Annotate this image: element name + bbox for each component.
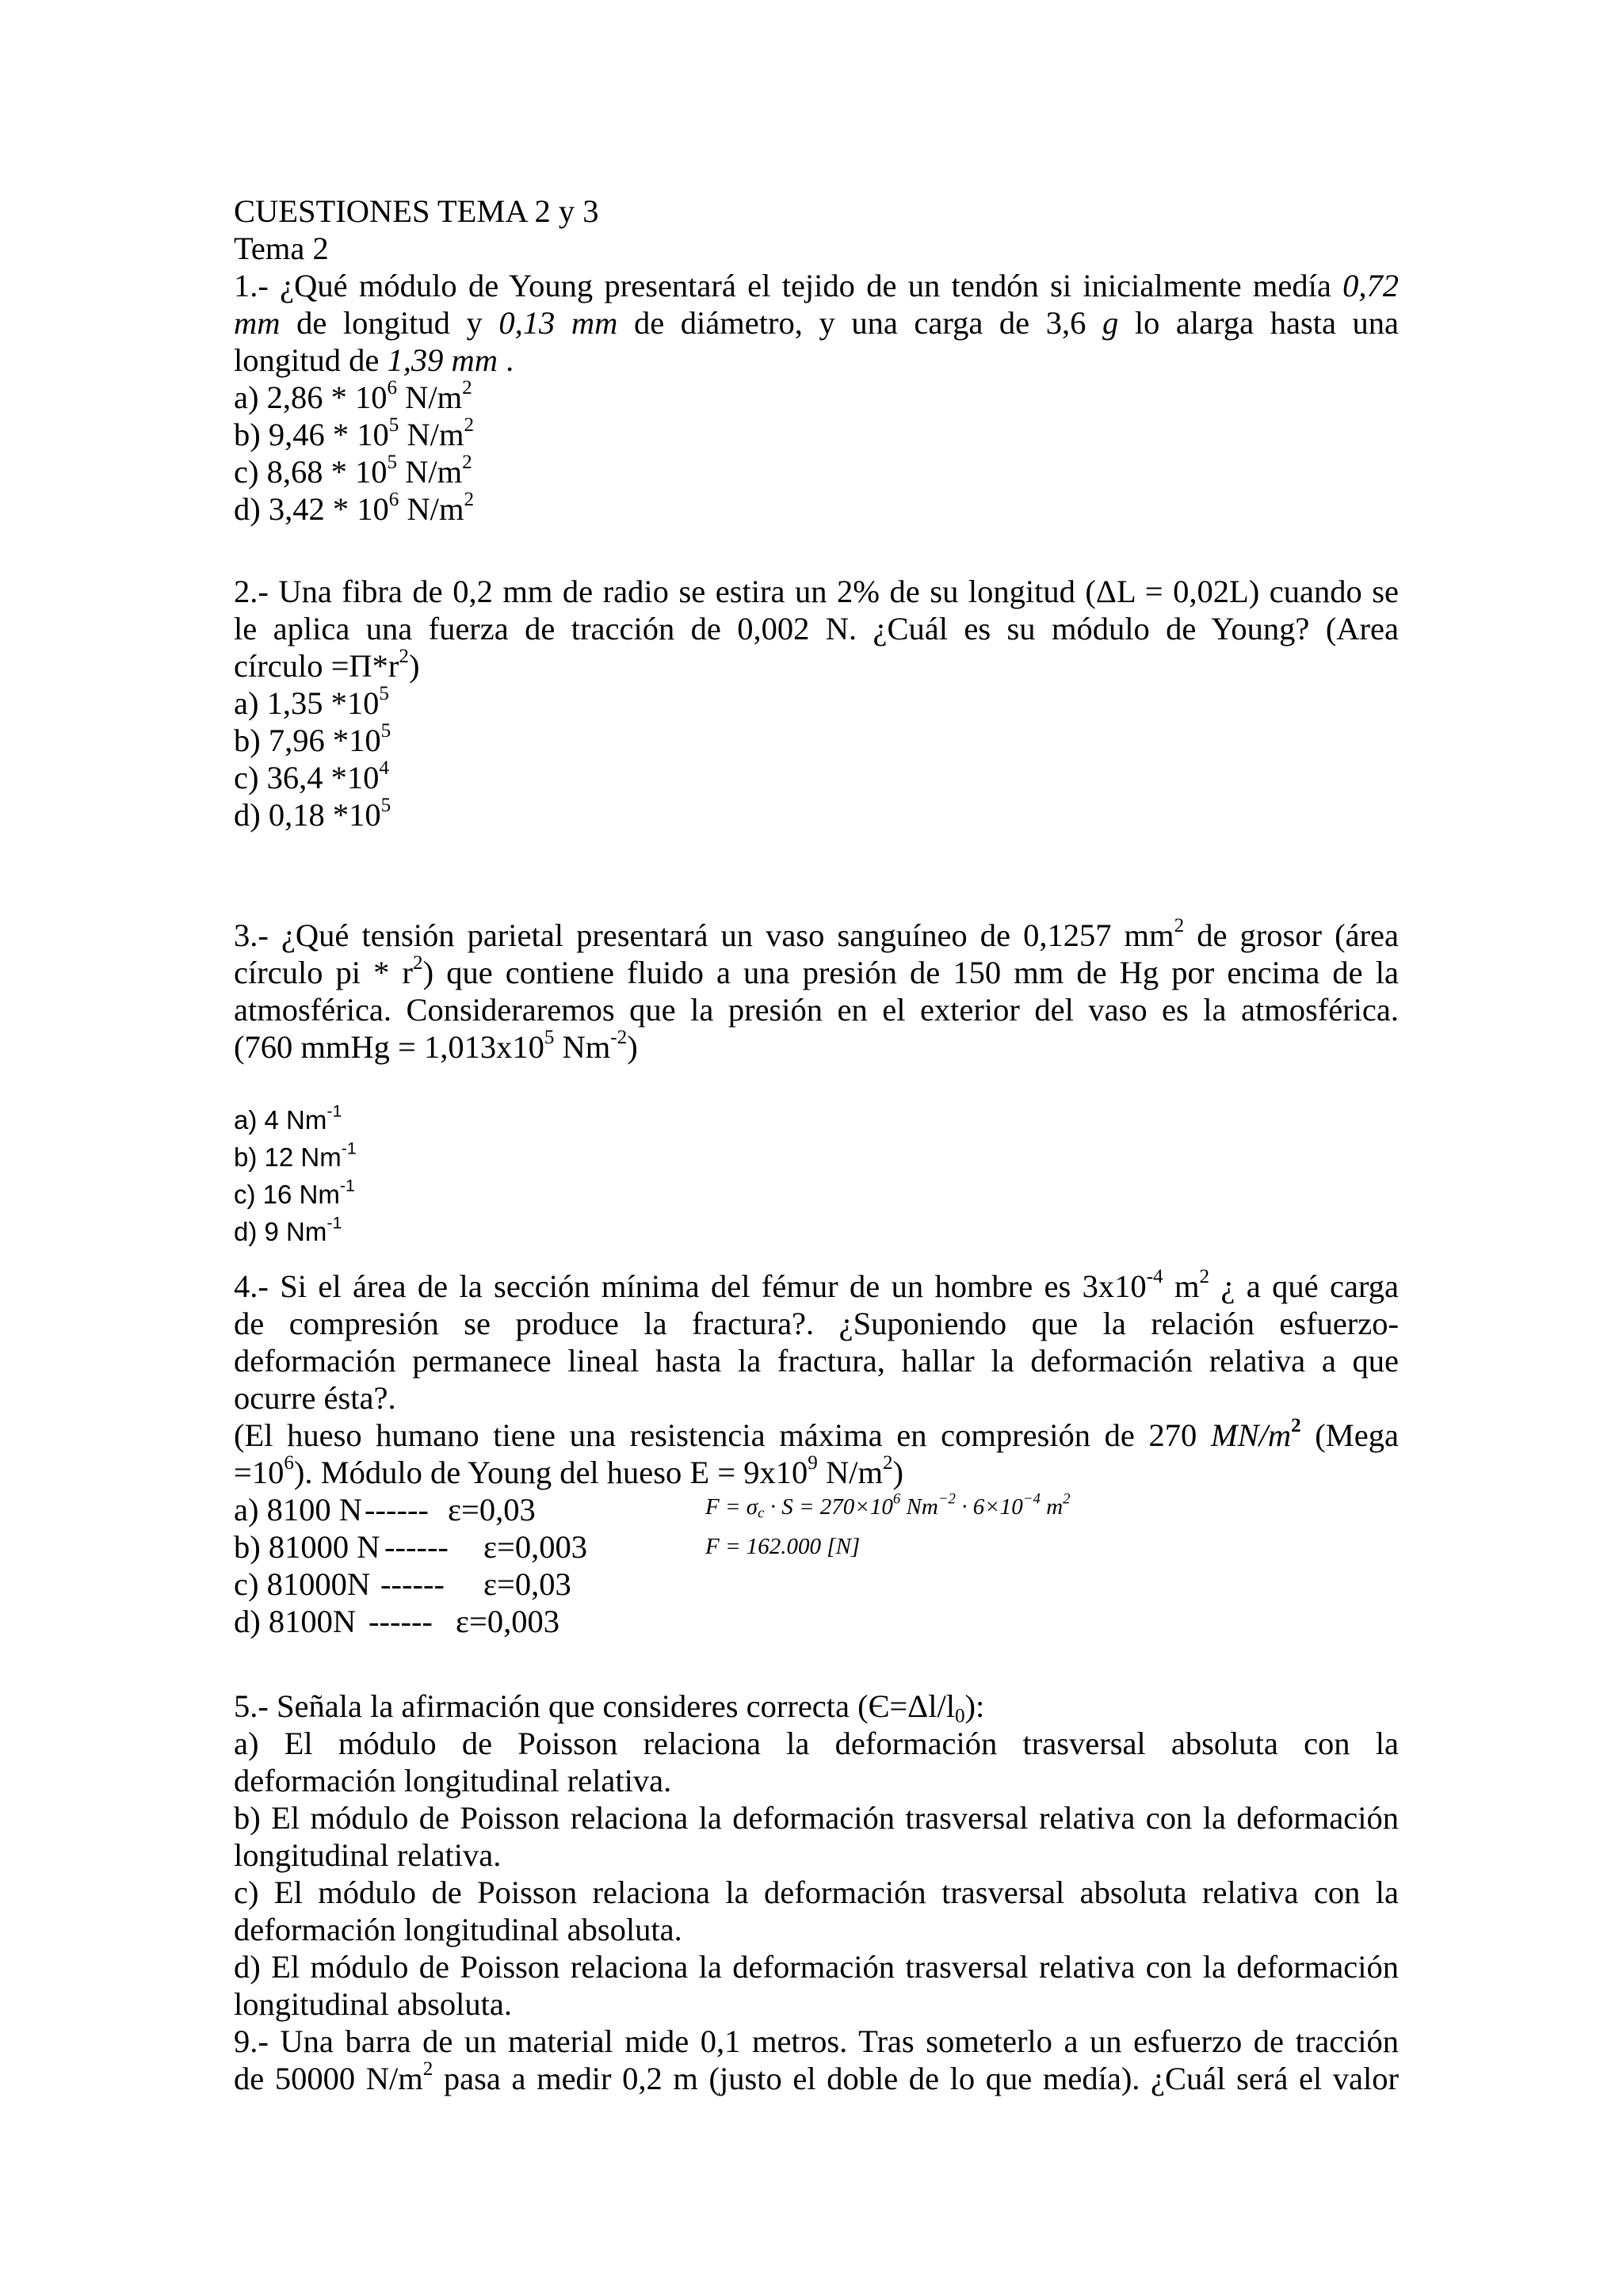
formula-force-calculation: $F = \sigma_c \cdot S = 270\times 10^6$ $Nm^{-2} \cdot 6\times 10^{-4}$ $m^2$ xyxy=(705,1490,1071,1522)
question-5-option-b-line-1: b) El módulo de Poisson relaciona la deformación trasversal relativa con la deformación xyxy=(234,1800,1399,1836)
question-3-line-1: 3.- ¿Qué tensión parietal presentará un vaso sanguíneo de 0,1257 $mm^2$ de grosor (área xyxy=(234,914,1399,953)
question-2-option-c: c) 36,4 $*10^4$ xyxy=(234,757,389,795)
question-2-option-b: b) 7,96 $*10^5$ xyxy=(234,719,391,758)
question-2-option-a: a) 1,35 $*10^5$ xyxy=(234,682,389,721)
question-5-line-1: 5.- Señala la afirmación que consideres correcta $(Є=\Delta l/l_0)$: xyxy=(234,1688,985,1727)
question-4-option-a: a) 8100 N------ ε=0,03 xyxy=(234,1492,536,1527)
question-5-option-c-line-2: deformación longitudinal absoluta. xyxy=(234,1912,682,1947)
document-title: CUESTIONES TEMA 2 y 3 xyxy=(234,193,599,229)
question-1-line-1: 1.- ¿Qué módulo de Young presentará el tejido de un tendón si inicialmente medía 0,72 xyxy=(234,268,1399,303)
question-1-option-d: d) $3,42 * 10^6$ $N/m^2$ xyxy=(234,488,475,527)
question-2-line-3: círculo $=\Pi*r^2$) xyxy=(234,645,420,684)
question-1-option-a: a) $2,86 * 10^6$ $N/m^2$ xyxy=(234,376,472,415)
question-4-line-6: $=10^6$). Módulo de Young del hueso $E = 9x10^9$ $N/m^2$) xyxy=(234,1451,904,1490)
question-1-line-3: longitud de 1,39 mm . xyxy=(234,342,514,378)
question-1-option-b: b) $9,46 * 10^5$ $N/m^2$ xyxy=(234,414,475,452)
question-4-option-b: b) 81000 N ------ ε=0,003 xyxy=(234,1529,587,1565)
question-3-line-3: atmosférica. Consideraremos que la presión en el exterior del vaso es la atmosférica. xyxy=(234,992,1399,1028)
question-1-option-c: c) $8,68 * 10^5$ $N/m^2$ xyxy=(234,451,472,490)
question-4 xyxy=(234,1265,1399,1640)
question-2 xyxy=(234,573,1399,833)
question-3-options xyxy=(234,1101,1399,1250)
question-4-line-1: 4.- Si el área de la sección mínima del fémur de un hombre es $3x10^{-4}$ $m^2$ ¿ a qué carga xyxy=(234,1265,1399,1304)
header-and-question-1 xyxy=(234,193,1399,528)
question-5-option-a-line-2: deformación longitudinal relativa. xyxy=(234,1763,672,1798)
formula-force-result: F = 162.000 [N] xyxy=(705,1534,861,1559)
question-5-option-a-line-1: a) El módulo de Poisson relaciona la deformación trasversal absoluta con la xyxy=(234,1726,1399,1761)
question-3-option-b: b) 12 $Nm^{-1}$ xyxy=(234,1138,357,1172)
question-2-line-1: 2.- Una fibra de 0,2 mm de radio se estira un 2% de su longitud (ΔL = 0,02L) cuando se xyxy=(234,574,1399,609)
section-title: Tema 2 xyxy=(234,231,329,266)
question-2-line-2: le aplica una fuerza de tracción de 0,002 N. ¿Cuál es su módulo de Young? (Area xyxy=(234,611,1399,646)
question-4-option-c: c) 81000N ------ ε=0,03 xyxy=(234,1566,571,1602)
question-3-line-2: círculo pi * $r^2$) que contiene fluido a una presión de 150 mm de Hg por encima de la xyxy=(234,952,1400,990)
question-4-line-2: de compresión se produce la fractura?. ¿Suponiendo que la relación esfuerzo- xyxy=(234,1306,1399,1341)
question-4-line-3: deformación permanece lineal hasta la fractura, hallar la deformación relativa a que xyxy=(234,1343,1399,1379)
question-4-option-d: d) 8100N ------ ε=0,003 xyxy=(234,1604,559,1639)
question-5-option-b-line-2: longitudinal relativa. xyxy=(234,1837,502,1873)
question-5-option-c-line-1: c) El módulo de Poisson relaciona la deformación trasversal absoluta relativa con la xyxy=(234,1875,1399,1910)
question-3 xyxy=(234,914,1400,1066)
question-3-line-4: (760 mmHg = $1,013x10^5$ $Nm^{-2}$) xyxy=(234,1026,638,1065)
question-3-option-c: c) 16 $Nm^{-1}$ xyxy=(234,1176,355,1209)
question-3-option-d: d) 9 $Nm^{-1}$ xyxy=(234,1213,342,1246)
question-4-line-5: (El hueso humano tiene una resistencia máxima en compresión de 270 $MN/m^2$ (Mega xyxy=(234,1414,1399,1453)
question-3-option-a: a) 4 $Nm^{-1}$ xyxy=(234,1101,342,1135)
question-9-line-1: 9.- Una barra de un material mide 0,1 metros. Tras someterlo a un esfuerzo de tracción xyxy=(234,2023,1399,2059)
question-2-option-d: d) 0,18 $*10^5$ xyxy=(234,794,391,833)
question-9-line-2: de 50000 $N/m^2$ pasa a medir 0,2 m (justo el doble de lo que medía). ¿Cuál será el valor xyxy=(234,2058,1400,2096)
question-5 xyxy=(234,1688,1399,2097)
question-1-line-2: mm de longitud y 0,13 mm de diámetro, y una carga de 3,6 g lo alarga hasta una xyxy=(234,305,1400,341)
question-5-option-d-line-1: d) El módulo de Poisson relaciona la deformación trasversal relativa con la deformación xyxy=(234,1949,1399,1985)
question-5-option-d-line-2: longitudinal absoluta. xyxy=(234,1986,512,2022)
question-4-line-4: ocurre ésta?. xyxy=(234,1380,396,1416)
